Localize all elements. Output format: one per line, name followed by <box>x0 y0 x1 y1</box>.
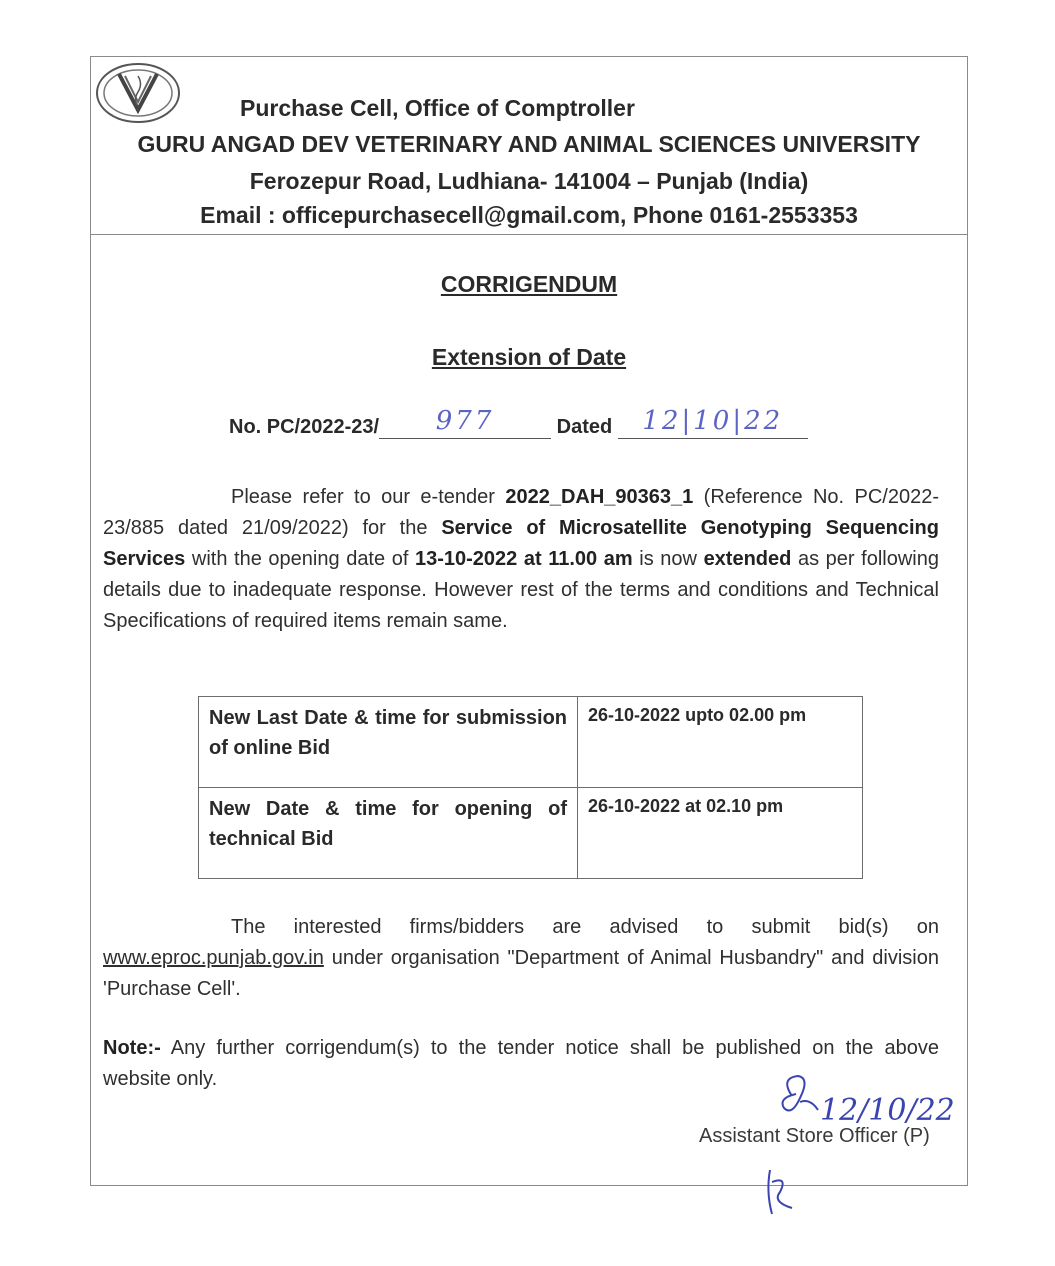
dated-handwritten: 12|10|22 <box>642 406 784 436</box>
table-cell-value: 26-10-2022 upto 02.00 pm <box>578 697 863 788</box>
eproc-link[interactable]: www.eproc.punjab.gov.in <box>103 947 324 969</box>
document-title: CORRIGENDUM <box>440 271 618 297</box>
dated-label: Dated <box>556 416 613 438</box>
table-row <box>199 697 863 788</box>
tender-id: 2022_DAH_90363_1 <box>505 486 694 508</box>
extended-word: extended <box>703 548 792 570</box>
header-contact: Email : officepurchasecell@gmail.com, Phone 0161-2553353 <box>200 202 858 228</box>
reference-line <box>229 406 808 439</box>
para1-text-4: is now <box>632 548 704 570</box>
note-label: Note:- <box>103 1037 161 1059</box>
table-row <box>199 788 863 879</box>
header-university: GURU ANGAD DEV VETERINARY AND ANIMAL SCIENCES UNIVERSITY <box>137 131 921 157</box>
header-address: Ferozepur Road, Ludhiana- 141004 – Punjab (India) <box>249 168 809 194</box>
para2-text-2: under organisation "Department of Animal Husbandry" and division 'Purchase Cell'. <box>103 947 939 1000</box>
table-cell-label: New Date & time for opening of technical Bid <box>199 788 578 879</box>
signatory-title: Assistant Store Officer (P) <box>699 1125 930 1147</box>
document-subtitle: Extension of Date <box>431 344 627 370</box>
original-opening-date: 13-10-2022 at 11.00 am <box>414 548 633 570</box>
handwritten-signature <box>770 1068 960 1128</box>
header-office: Purchase Cell, Office of Comptroller <box>240 95 635 121</box>
reference-no-blank <box>379 406 551 439</box>
table-cell-label: New Last Date & time for submission of online Bid <box>199 697 578 788</box>
dates-table <box>198 696 863 879</box>
reference-no-handwritten: 977 <box>435 406 495 436</box>
para1-text-1: Please refer to our e-tender <box>231 486 506 508</box>
header-divider <box>90 234 968 235</box>
university-seal-logo <box>95 62 181 124</box>
para2-text-1: The interested firms/bidders are advised to submit bid(s) on <box>231 916 939 938</box>
table-cell-value: 26-10-2022 at 02.10 pm <box>578 788 863 879</box>
para1-text-5: as per following details due to inadequate response. However rest of the terms and conditions and Technical Specifications of required items remain same. <box>103 548 939 632</box>
initials-mark <box>758 1162 808 1222</box>
reference-no-label: No. PC/2022-23/ <box>229 416 380 438</box>
intro-paragraph <box>103 482 939 637</box>
instructions-paragraph <box>103 912 939 1005</box>
note-text: Any further corrigendum(s) to the tender notice shall be published on the above website only. <box>103 1037 939 1090</box>
para1-text-2: (Reference No. PC/2022-23/885 dated 21/09/2022) for the <box>103 486 939 539</box>
service-name: Service of Microsatellite Genotyping Sequencing Services <box>103 517 939 570</box>
para1-text-3: with the opening date of <box>185 548 415 570</box>
signature-date: 12/10/22 <box>820 1093 955 1128</box>
dated-blank <box>618 406 808 439</box>
